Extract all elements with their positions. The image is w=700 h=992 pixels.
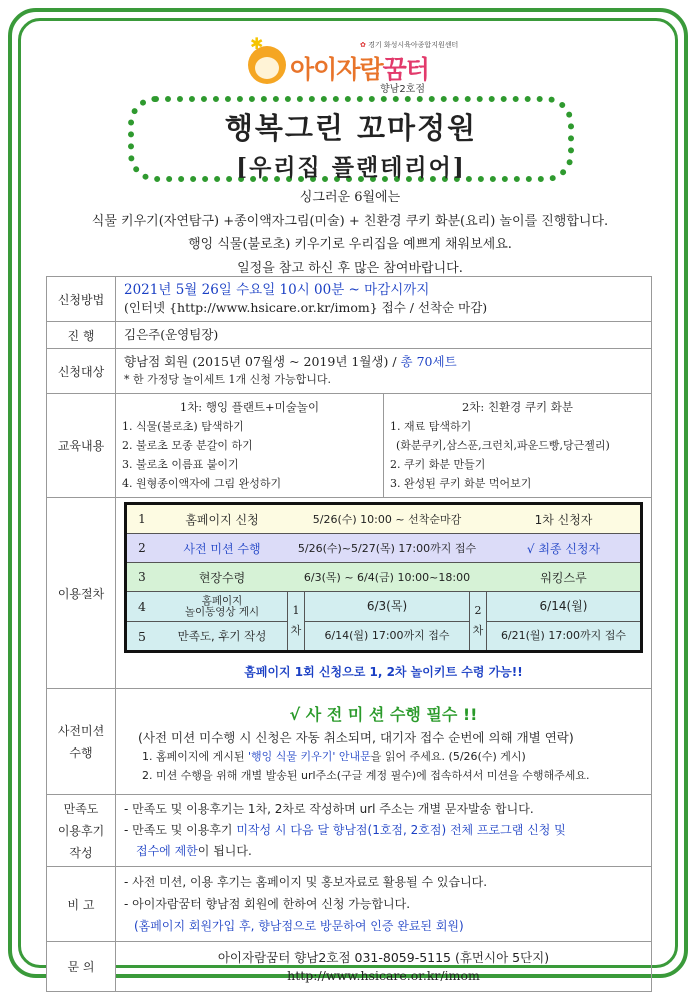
apply-method: (인터넷 {http://www.hsicare.or.kr/imom} 접수 / 선착순 마감) xyxy=(124,300,488,315)
edu-col-2-head: 2차: 친환경 쿠키 화분 xyxy=(461,400,574,414)
contact-phone: 아이자람꿈터 향남2호점 031-8059-5115 (휴먼시아 5단지) xyxy=(217,949,550,965)
target-count: 총 70세트 xyxy=(400,354,457,369)
step-when: 5/26(수) 10:00 ~ 선착순마감 xyxy=(312,513,462,526)
review-warning: 미작성 시 다음 달 향남점(1호점, 2호점) 전체 프로그램 신청 및 xyxy=(236,823,566,837)
step-number: 4 xyxy=(138,599,146,614)
contact-row xyxy=(47,942,652,992)
target-row xyxy=(47,349,652,394)
list-item: 3. 완성된 쿠키 화분 먹어보기 xyxy=(390,477,532,490)
logo-org: ✿ 경기 화성시육아종합지원센터 xyxy=(360,41,459,49)
remarks-line: (홈페이지 회원가입 후, 향남점으로 방문하여 인증 완료된 회원) xyxy=(134,919,464,933)
remarks-label: 비 고 xyxy=(47,867,116,942)
apply-value xyxy=(116,277,652,322)
round-1-label: 1 차 xyxy=(288,592,305,650)
step-who: √ 최종 신청자 xyxy=(526,541,601,556)
edu-label: 교육내용 xyxy=(47,394,116,498)
procedure-row-1 xyxy=(127,505,640,534)
page-subtitle: [우리집 플랜테리어] xyxy=(236,154,466,181)
procedure-row-45 xyxy=(127,592,640,650)
logo-name: 아이자람꿈터 xyxy=(290,55,429,84)
remarks-line: - 아이자람꿈터 향남점 회원에 한하여 신청 가능합니다. xyxy=(124,897,411,911)
list-item: 2. 쿠키 화분 만들기 xyxy=(390,458,486,471)
review-label: 만족도 이용후기 작성 xyxy=(47,795,116,867)
round-2-deadline: 6/21(월) 17:00까지 접수 xyxy=(500,629,627,642)
procedure-row-2 xyxy=(127,534,640,563)
review-row xyxy=(47,795,652,867)
list-item: 1. 식물(불로초) 탐색하기 xyxy=(122,420,244,433)
host-label: 진 행 xyxy=(47,322,116,349)
review-line: - 만족도 및 이용후기는 1차, 2차로 작성하며 url 주소는 개별 문자발송 합니다. xyxy=(124,802,534,816)
mission-guide-link: '행잉 식물 키우기' 안내문 xyxy=(248,749,371,763)
step-when: 6/3(목) ~ 6/4(금) 10:00~18:00 xyxy=(303,571,471,584)
page-title: 행복그린 꼬마정원 xyxy=(224,111,478,145)
target-label: 신청대상 xyxy=(47,349,116,394)
host-value: 김은주(운영팀장) xyxy=(116,322,652,349)
logo-branch: 향남2호점 xyxy=(380,84,426,95)
mission-step: 2. 미션 수행을 위해 개별 발송된 url주소(구글 계정 필수)에 접속하셔서 미션을 수행해주세요. xyxy=(142,768,590,782)
list-item: 3. 불로초 이름표 붙이기 xyxy=(122,458,239,471)
edu-col-1-head: 1차: 행잉 플랜트+미술놀이 xyxy=(179,400,320,414)
contact-url[interactable]: http://www.hsicare.or.kr/imom xyxy=(287,967,480,983)
intro-line: 일정을 참고 하신 후 많은 참여바랍니다. xyxy=(237,260,463,276)
remarks-line: - 사전 미션, 이용 후기는 홈페이지 및 홍보자료로 활용될 수 있습니다. xyxy=(124,875,488,889)
procedure-row-3 xyxy=(127,563,640,592)
remarks-value xyxy=(116,867,652,942)
mission-value: √ 사 전 미 션 수행 필수 !! (사전 미션 미수행 시 신청은 자동 취소되며, 대기자 접수 순번에 의해 개별 연락) 1. 홈페이지에 게시된 '행잉 식물 키우기' 안내문을 읽어 주세요. (5/26(수) 게시) 2. 미션 수행을 위해 개별 발송된 url주소(구글 계정 필수)에 접속하셔서 미션을 수행해주세요. xyxy=(116,689,652,795)
review-value: - 만족도 및 이용후기는 1차, 2차로 작성하며 url 주소는 개별 문자발송 합니다. - 만족도 및 이용후기 미작성 시 다음 달 향남점(1호점, 2호점) 전체 프로그램 신청 및 접수에 제한이 됩니다. xyxy=(116,795,652,867)
host-row xyxy=(47,322,652,349)
round-1-date: 6/3(목) xyxy=(305,592,469,622)
procedure-value xyxy=(116,498,652,689)
contact-label: 문 의 xyxy=(47,942,116,992)
round-2-date: 6/14(월) xyxy=(487,592,640,622)
step-name: 만족도, 후기 작성 xyxy=(177,629,267,643)
step-who: 1차 신청자 xyxy=(534,512,593,527)
star-icon: ✱ xyxy=(250,34,264,53)
list-item: 4. 원형종이액자에 그림 완성하기 xyxy=(122,477,282,490)
intro-text xyxy=(40,186,660,280)
step-number: 2 xyxy=(138,541,146,555)
mission-row xyxy=(47,689,652,795)
step-number: 3 xyxy=(138,570,146,584)
mission-label: 사전미션 수행 xyxy=(47,689,116,795)
step-who: 워킹스루 xyxy=(540,570,587,585)
edu-col-1 xyxy=(116,394,383,497)
step-number: 1 xyxy=(138,512,146,526)
step-name: 현장수령 xyxy=(198,570,246,585)
logo xyxy=(248,36,468,96)
list-item: (화분쿠키,삼스푼,크런치,파운드빵,당근젤리) xyxy=(396,439,610,452)
mission-notice: (사전 미션 미수행 시 신청은 자동 취소되며, 대기자 접수 순번에 의해 개별 연락) xyxy=(138,729,574,745)
round-1-deadline: 6/14(월) 17:00까지 접수 xyxy=(324,629,450,642)
procedure-table xyxy=(124,502,643,653)
list-item: 2. 불로초 모종 분갈이 하기 xyxy=(122,439,253,452)
info-table xyxy=(46,276,652,992)
procedure-row xyxy=(47,498,652,689)
procedure-note: 홈페이지 1회 신청으로 1, 2차 놀이키트 수령 가능!! xyxy=(244,665,523,679)
review-restriction: 접수에 제한 xyxy=(136,844,198,858)
intro-line: 행잉 식물(불로초) 키우기로 우리집을 예쁘게 채워보세요. xyxy=(188,237,512,252)
step-when: 5/26(수)~5/27(목) 17:00까지 접수 xyxy=(297,542,477,555)
apply-row xyxy=(47,277,652,322)
apply-label: 신청방법 xyxy=(47,277,116,322)
target-value xyxy=(116,349,652,394)
step-name: 홈페이지 신청 xyxy=(185,512,259,527)
contact-value xyxy=(116,942,652,992)
edu-row xyxy=(47,394,652,498)
mission-title: √ 사 전 미 션 수행 필수 !! xyxy=(289,704,478,724)
step-name: 홈페이지 놀이동영상 게시 xyxy=(184,594,260,618)
intro-line: 싱그러운 6월에는 xyxy=(299,190,401,205)
edu-col-2 xyxy=(383,394,651,497)
title-box xyxy=(128,96,574,182)
step-number: 5 xyxy=(138,628,146,644)
edu-value xyxy=(116,394,652,498)
procedure-label: 이용절차 xyxy=(47,498,116,689)
target-note: * 한 가정당 놀이세트 1개 신청 가능합니다. xyxy=(124,373,331,386)
apply-period: 2021년 5월 26일 수요일 10시 00분 ~ 마감시까지 xyxy=(124,282,430,298)
round-2-label: 2 차 xyxy=(470,592,487,650)
step-name: 사전 미션 수행 xyxy=(183,541,261,556)
list-item: 1. 재료 탐색하기 xyxy=(390,420,472,433)
intro-line: 식물 키우기(자연탐구) +종이액자그림(미술) + 친환경 쿠키 화분(요리) 놀이를 진행합니다. xyxy=(91,213,609,229)
target-desc: 향남점 회원 (2015년 07월생 ~ 2019년 1월생) / xyxy=(124,354,401,369)
remarks-row xyxy=(47,867,652,942)
